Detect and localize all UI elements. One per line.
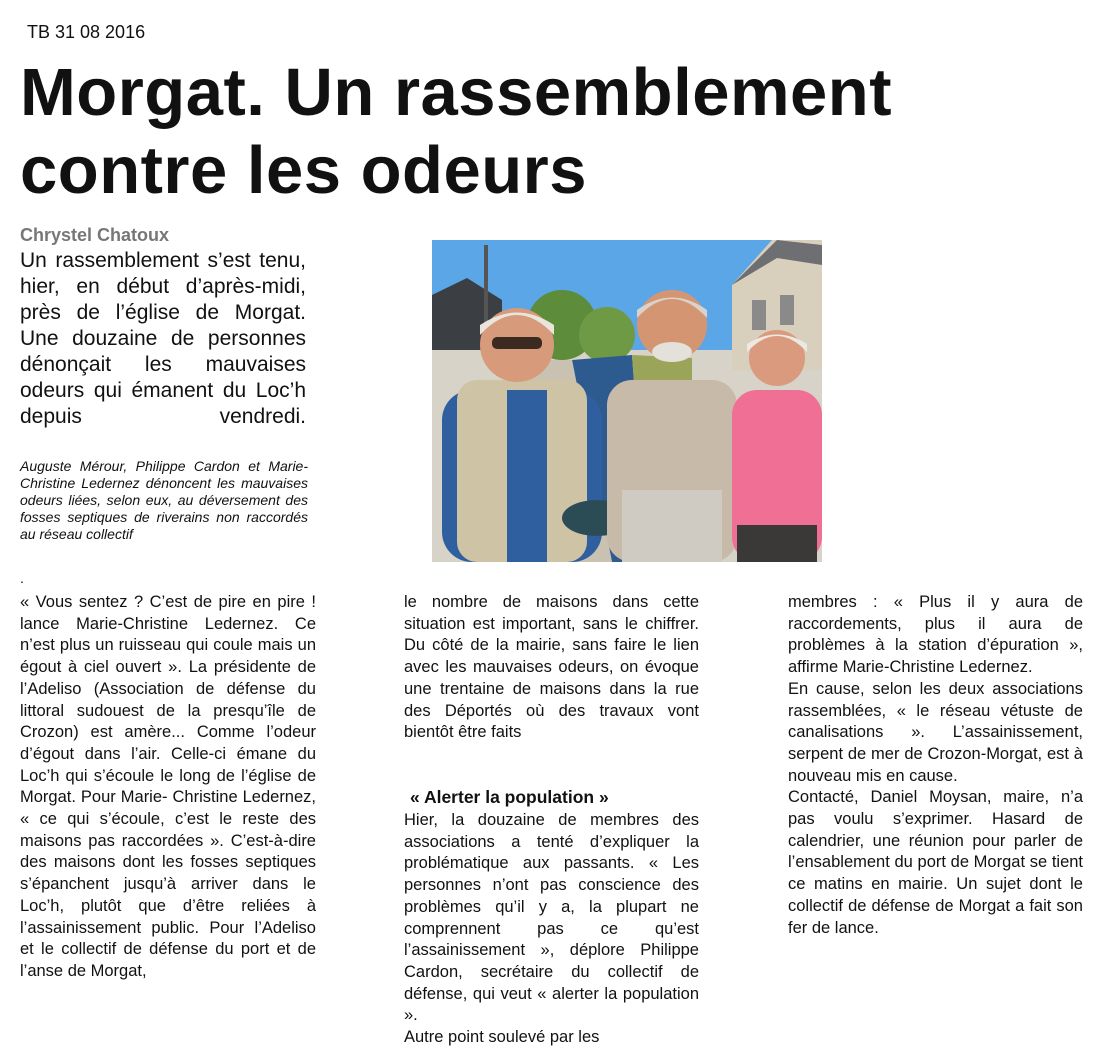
article-photo	[432, 240, 822, 562]
article-paragraph: Contacté, Daniel Moysan, maire, n’a pas voulu s’exprimer. Hasard de calendrier, une réunion pour parler de l’ensablement du port de Morgat se tient ce matins en mairie. Un sujet dont le collectif de défense de Morgat a fait son fer de lance.	[788, 788, 1083, 937]
article-author: Chrystel Chatoux	[20, 225, 170, 245]
photo-person-trousers	[737, 525, 817, 562]
article-paragraph: Hier, la douzaine de membres des associations a tenté d’expliquer la problématique aux passants. « Les personnes n’ont pas conscience des problèmes qu’il y a, la plupart ne comprennent pas ce qu’est l’assainissement », déplore Philippe Cardon, secrétaire du collectif de défense, qui veut « alerter la population ».	[404, 811, 699, 1025]
photo-person-shirt-stripe	[507, 390, 547, 562]
section-heading: « Alerter la population »	[410, 787, 609, 807]
article-column-3	[788, 592, 1083, 939]
photo-tree	[579, 307, 635, 363]
photo-person-beard	[652, 342, 692, 362]
caption-period: .	[20, 570, 24, 586]
photo-church-window	[780, 295, 794, 325]
photo-person-glasses	[492, 337, 542, 349]
article-lead: Un rassemblement s’est tenu, hier, en début d’après-midi, près de l’église de Morgat. Une douzaine de personnes dénonçait les mauvaises odeurs qui émanent du Loc’h depuis vendredi.	[20, 249, 306, 428]
article-paragraph: En cause, selon les deux associations rassemblées, « le réseau vétuste de canalisations ». L’assainissement, serpent de mer de Crozon-Morgat, est à nouveau mis en cause.	[788, 679, 1083, 785]
article-title: Morgat. Un rassemblement contre les odeurs	[20, 55, 893, 208]
publication-date: TB 31 08 2016	[27, 22, 146, 42]
photo-caption: Auguste Mérour, Philippe Cardon et Marie-Christine Ledernez dénoncent les mauvaises odeurs liées, selon eux, au déversement des fosses septiques de riverains non raccordés au réseau collectif	[20, 458, 308, 542]
photo-church-window	[752, 300, 766, 330]
photo-person-trousers	[622, 490, 722, 562]
article-paragraph: Autre point soulevé par les	[404, 1028, 600, 1047]
article-column-2-paragraph-1: le nombre de maisons dans cette situation est important, sans le chiffrer. Du côté de la mairie, sans faire le lien avec les mauvaises odeurs, on évoque une trentaine de maisons dans la rue des Déportés où des travaux vont bientôt être faits	[404, 593, 699, 742]
article-column-2-body	[404, 810, 699, 1049]
article-column-1: « Vous sentez ? C’est de pire en pire ! lance Marie-Christine Ledernez. Ce n’est plus un ruisseau qui coule mais un égout à ciel ouvert ». La présidente de l’Adeliso (Association de défense du littoral sudouest de la presqu’île de Crozon) est amère... Comme l’odeur d’égout dans l’air. Celle-ci émane du Loc’h qui s’écoule le long de l’église de Morgat. Pour Marie- Christine Ledernez, « ce qui s’écoule, c’est le reste des maisons pas raccordées ». C’est-à-dire des maisons dont les fosses septiques s’épanchent jusqu’à arriver dans le Loc’h, plutôt que d’être reliées à l’assainissement public. Pour l’Adeliso et le collectif de défense du port et de l’anse de Morgat,	[20, 593, 316, 980]
article-paragraph: membres : « Plus il y aura de raccordements, plus il aura de problèmes à la station d’épuration », affirme Marie-Christine Ledernez.	[788, 593, 1083, 677]
photo-illustration	[432, 240, 822, 562]
photo-person-face	[749, 330, 805, 386]
